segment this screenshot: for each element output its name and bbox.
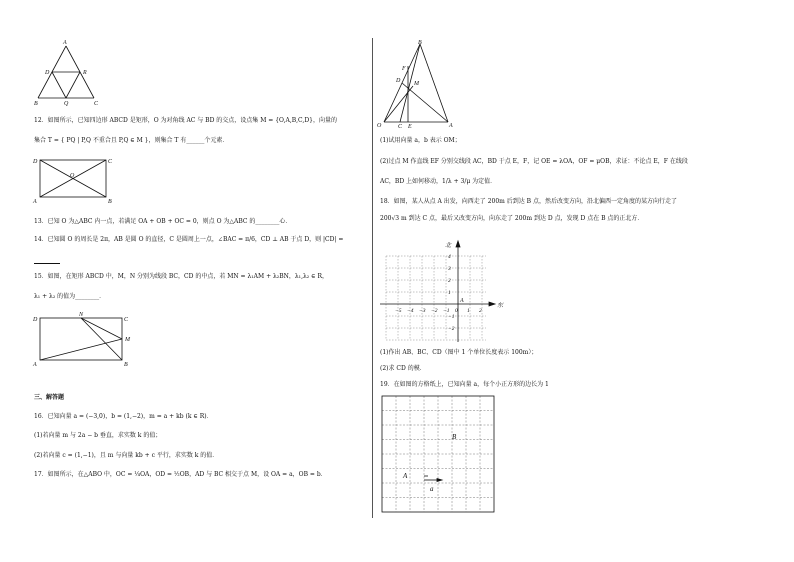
q12-line1: 12．如图所示，已知四边形 ABCD 是矩形，O 为对角线 AC 与 BD 的交点，设点集 M = {O,A,B,C,D}，向量的 bbox=[34, 117, 337, 124]
fig2-label-O: O bbox=[70, 173, 75, 179]
fig3-label-N: N bbox=[79, 312, 84, 318]
q18-line2: 200√3 m 到达 C 点，最后又改变方向，向东走了 200m 到达 D 点，发现 D 点在 B 点的正北方． bbox=[380, 215, 644, 222]
y-tick-label: −1 bbox=[448, 314, 455, 320]
origin-label-A: A bbox=[460, 298, 464, 304]
x-tick-label: −3 bbox=[419, 308, 426, 314]
fig1-label-A: A bbox=[63, 40, 67, 46]
triangle-abo-figure bbox=[376, 38, 456, 130]
x-tick-label: −2 bbox=[431, 308, 438, 314]
column-divider bbox=[372, 38, 373, 518]
fig4-label-O: O bbox=[377, 123, 382, 129]
q13: 13．已知 O 为△ABC 内一点，若满足 OA + OB + OC = 0，则点 O 为△ABC 的________心． bbox=[34, 218, 292, 225]
x-tick-label: 2 bbox=[479, 308, 482, 314]
fig2-label-C: C bbox=[108, 159, 113, 165]
y-tick-label: 4 bbox=[448, 254, 451, 260]
fig2-label-B: B bbox=[108, 199, 112, 204]
q18-line1: 18．如图，某人从点 A 出发，向西走了 200m 后到达 B 点，然后改变方向，沿北偏西一定角度的某方向行走了 bbox=[380, 198, 677, 205]
fig1-label-B: B bbox=[34, 101, 38, 107]
x-tick-label: 1 bbox=[467, 308, 470, 314]
fig1-label-D: D bbox=[45, 70, 50, 76]
q18-part1: (1)作出 AB、BC、CD（图中 1 个单位长度表示 100m）； bbox=[380, 349, 538, 356]
grid-label-B: B bbox=[452, 433, 457, 441]
fig3-label-C: C bbox=[124, 317, 129, 323]
fig1-label-C: C bbox=[94, 101, 99, 107]
square-grid-figure bbox=[380, 394, 498, 516]
q17-part2-line1: (2)过点 M 作直线 EF 分别交线段 AC，BD 于点 E，F，记 OE = λOA，OF = μOB，求证：不论点 E，F 在线段 bbox=[380, 158, 688, 165]
fig4-label-C: C bbox=[398, 124, 403, 130]
q19-stem: 19．在如图的方格纸上，已知向量 a，每个小正方形的边长为 1 bbox=[380, 381, 549, 388]
fig3-label-M: M bbox=[125, 337, 130, 343]
y-tick-label: −2 bbox=[448, 326, 455, 332]
triangle-figure bbox=[30, 38, 110, 110]
fig4-label-B: B bbox=[418, 40, 422, 46]
x-tick-label: −4 bbox=[407, 308, 414, 314]
fig3-label-A: A bbox=[33, 362, 37, 368]
fig1-label-Q: Q bbox=[64, 101, 69, 107]
fig4-label-E: E bbox=[408, 124, 412, 130]
q16-part2: (2)若向量 c = (1,−1)，且 m 与向量 kb + c 平行，求实数 k 的值． bbox=[34, 452, 219, 459]
q16-part1: (1)若向量 m 与 2a − b 垂直，求实数 k 的值； bbox=[34, 432, 162, 439]
grid-label-A: A bbox=[403, 472, 408, 480]
y-tick-label: 1 bbox=[448, 290, 451, 296]
fig2-label-A: A bbox=[33, 199, 37, 204]
q16-stem: 16．已知向量 a = (−3,0)，b = (1,−2)，m = a + kb (k ∈ R)． bbox=[34, 413, 213, 420]
y-tick-label: 3 bbox=[448, 266, 451, 272]
q18-part2: (2)求 CD 的模． bbox=[380, 365, 426, 372]
fig1-label-R: R bbox=[83, 70, 87, 76]
fig3-label-B: B bbox=[124, 362, 128, 368]
q14: 14．已知圆 O 的周长是 2π，AB 是圆 O 的直径，C 是圆周上一点，∠BAC = π/6，CD ⊥ AB 于点 D，则 |CD| = bbox=[34, 236, 344, 243]
fig4-label-D: D bbox=[396, 78, 401, 84]
rectangle-mn-figure bbox=[30, 310, 140, 370]
x-tick-label: 0 bbox=[455, 308, 458, 314]
x-tick-label: −1 bbox=[443, 308, 450, 314]
q17-stem: 17．如图所示，在△ABO 中，OC = ¼OA，OD = ½OB，AD 与 BC 相交于点 M，设 OA = a，OB = b． bbox=[34, 471, 327, 478]
fig2-label-D: D bbox=[33, 159, 38, 165]
q12-line2: 集合 T = { PQ | P,Q 不重合且 P,Q ∈ M }，则集合 T 有______个元素． bbox=[34, 137, 229, 144]
grid-label-a: a bbox=[430, 485, 434, 493]
coordinate-grid bbox=[376, 236, 506, 344]
rectangle-figure bbox=[30, 154, 120, 204]
fig4-label-A: A bbox=[449, 123, 453, 129]
fig4-label-F: F bbox=[402, 66, 406, 72]
north-label: 北 bbox=[445, 243, 452, 249]
q15-line2: λ₁ + λ₂ 的值为________． bbox=[34, 293, 106, 300]
q17-part1: (1)试用向量 a，b 表示 OM； bbox=[380, 137, 461, 144]
section-heading: 三、解答题 bbox=[34, 394, 65, 401]
fig3-label-D: D bbox=[33, 317, 38, 323]
q17-part2-line2: AC，BD 上如何移动，1/λ + 3/μ 为定值． bbox=[380, 178, 497, 185]
y-tick-label: 2 bbox=[448, 278, 451, 284]
q15-line1: 15．如图，在矩形 ABCD 中，M，N 分别为线段 BC，CD 的中点，若 MN = λ₁AM + λ₂BN，λ₁,λ₂ ∈ R， bbox=[34, 273, 328, 280]
east-label: 东 bbox=[497, 303, 504, 309]
x-tick-label: −5 bbox=[395, 308, 402, 314]
fig4-label-M: M bbox=[414, 81, 419, 87]
q14-answer-blank bbox=[34, 256, 60, 264]
